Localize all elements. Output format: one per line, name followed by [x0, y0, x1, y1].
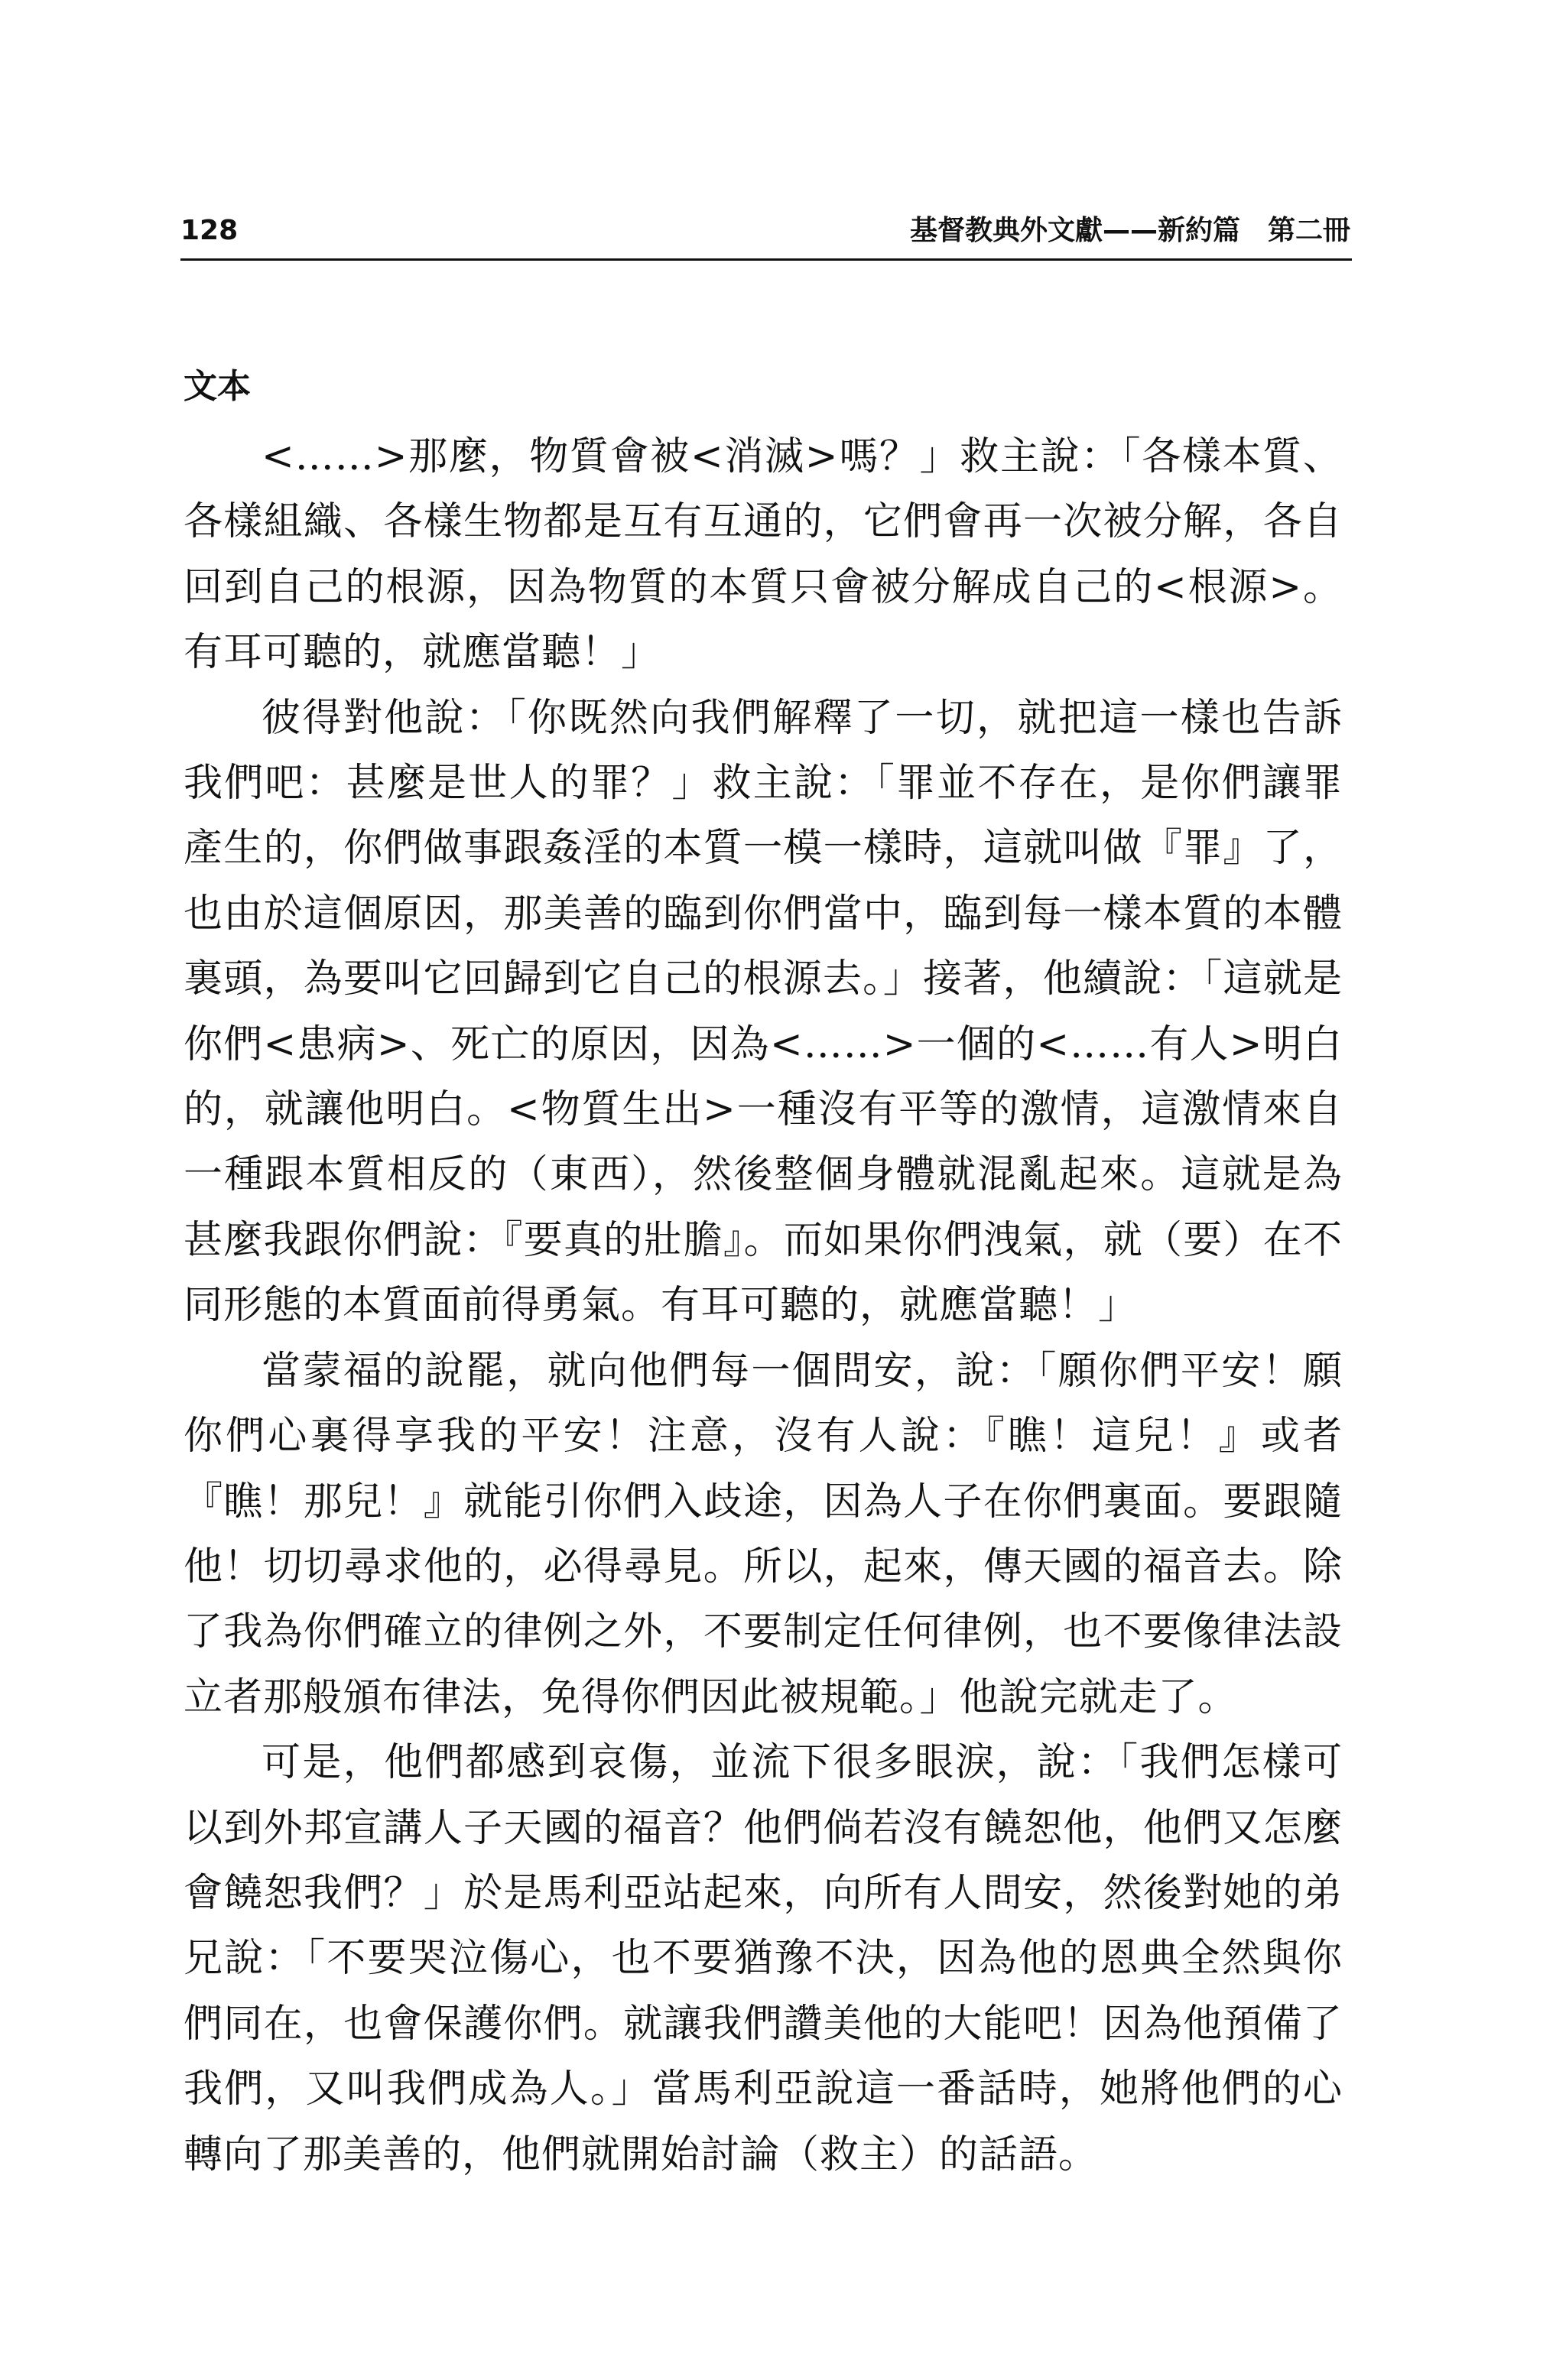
running-title: 基督教典外文獻——新約篇 第二冊	[909, 215, 1350, 246]
page-number: 128	[180, 215, 239, 246]
paragraph-2: 彼得對他說：「你既然向我們解釋了一切，就把這一樣也告訴我們吧：甚麼是世人的罪？」救主說：「罪並不存在，是你們讓罪產生的，你們做事跟姦淫的本質一模一樣時，這就叫做『罪』了，也由於這個原因，那美善的臨到你們當中，臨到每一樣本質的本體裏頭，為要叫它回歸到它自己的根源去。」接著，他續說：「這就是你們<患病>、死亡的原因，因為<……>一個的<……有人>明白的，就讓他明白。<物質生出>一種沒有平等的激情，這激情來自一種跟本質相反的（東西），然後整個身體就混亂起來。這就是為甚麼我跟你們說：『要真的壯膽』。而如果你們洩氣，就（要）在不同形態的本質面前得勇氣。有耳可聽的，就應當聽！」	[184, 695, 1343, 1329]
body-text	[184, 424, 1343, 2187]
page-header	[180, 213, 1352, 261]
paragraph-3: 當蒙福的說罷，就向他們每一個問安，說：「願你們平安！願你們心裏得享我的平安！注意，沒有人說：『瞧！這兒！』或者『瞧！那兒！』就能引你們入歧途，因為人子在你們裏面。要跟隨他！切切尋求他的，必得尋見。所以，起來，傳天國的福音去。除了我為你們確立的律例之外，不要制定任何律例，也不要像律法設立者那般頒布律法，免得你們因此被規範。」他說完就走了。	[184, 1348, 1343, 1720]
section-heading: 文本	[184, 367, 251, 406]
paragraph-1: <……>那麼，物質會被<消滅>嗎？」救主說：「各樣本質、各樣組織、各樣生物都是互有互通的，它們會再一次被分解，各自回到自己的根源，因為物質的本質只會被分解成自己的<根源>。有耳可聽的，就應當聽！」	[184, 434, 1343, 676]
paragraph-4: 可是，他們都感到哀傷，並流下很多眼淚，說：「我們怎樣可以到外邦宣講人子天國的福音？他們倘若沒有饒恕他，他們又怎麼會饒恕我們？」於是馬利亞站起來，向所有人問安，然後對她的弟兄說：「不要哭泣傷心，也不要猶豫不決，因為他的恩典全然與你們同在，也會保護你們。就讓我們讚美他的大能吧！因為他預備了我們，又叫我們成為人。」當馬利亞說這一番話時，她將他們的心轉向了那美善的，他們就開始討論（救主）的話語。	[184, 1740, 1343, 2177]
